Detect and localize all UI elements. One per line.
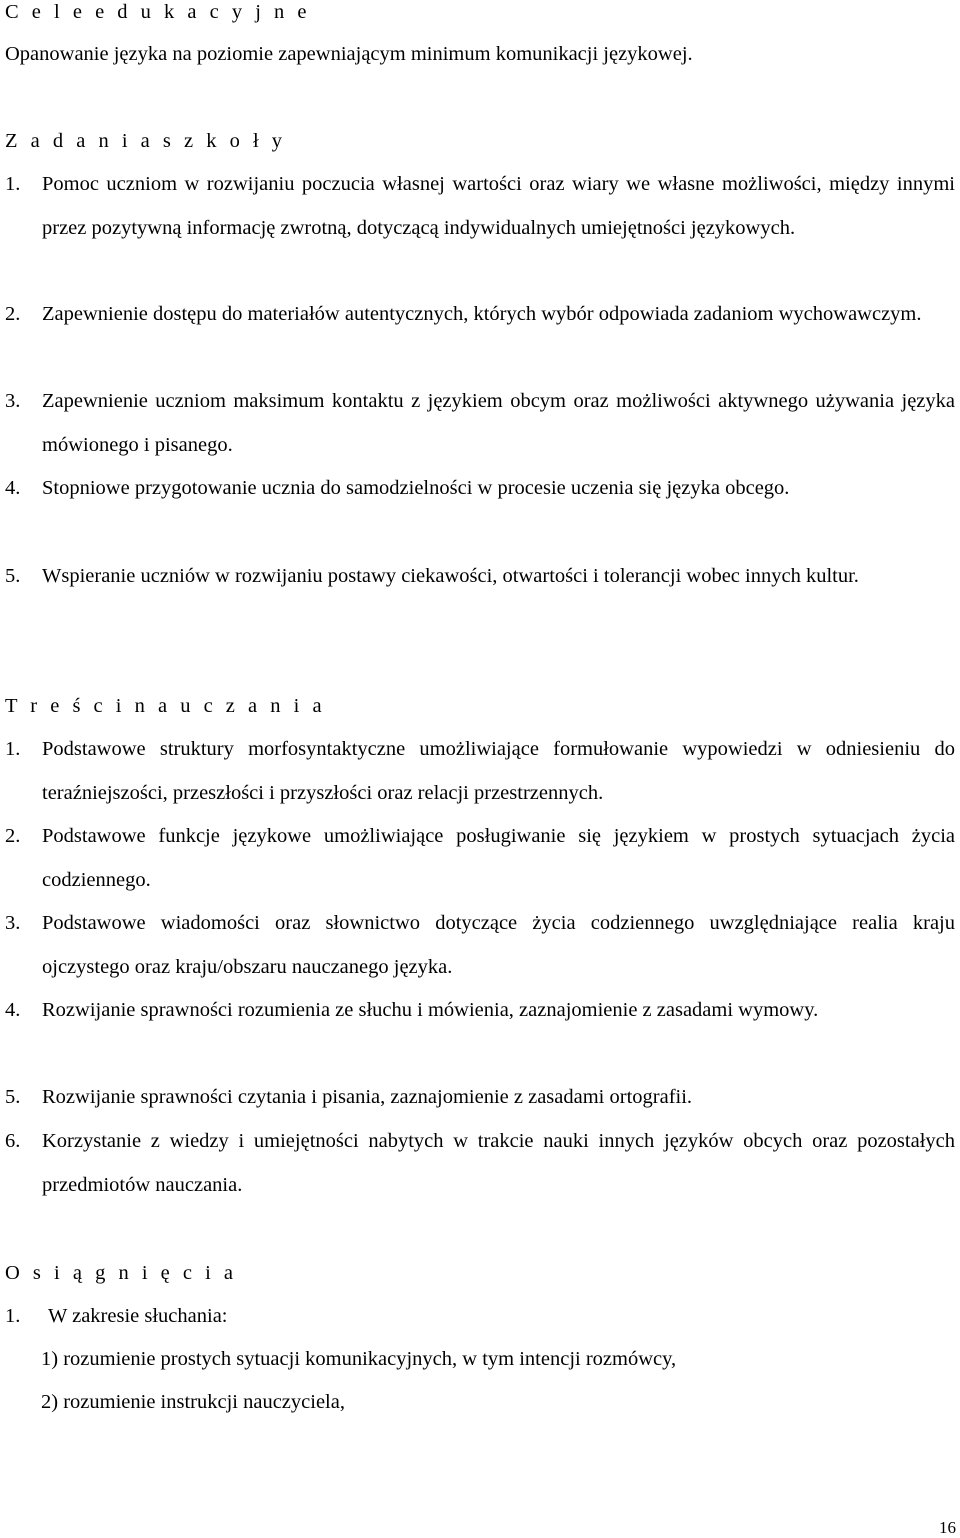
list-item-text: Rozwijanie sprawności czytania i pisania, zaznajomienie z zasadami ortografii. <box>42 1086 693 1108</box>
list-item <box>5 988 955 1032</box>
list-item-number: 3. <box>5 912 21 934</box>
page-number: 16 <box>939 1518 956 1537</box>
list-item-number: 2. <box>5 825 21 847</box>
list-item-number: 5. <box>5 565 21 587</box>
list-item-number: 1. <box>5 1305 21 1327</box>
list-item-text: Wspieranie uczniów w rozwijaniu postawy ciekawości, otwartości i tolerancji wobec innych kultur. <box>42 565 859 587</box>
list-item <box>5 814 955 902</box>
section-heading-zadania: Z a d a n i a s z k o ł y <box>5 130 287 152</box>
list-item-text: Rozwijanie sprawności rozumienia ze słuchu i mówienia, zaznajomienie z zasadami wymowy. <box>42 999 819 1021</box>
list-item-number: 4. <box>5 999 21 1021</box>
section-heading-osiagniecia: O s i ą g n i ę c i a <box>5 1262 238 1284</box>
list-item <box>5 466 955 510</box>
list-item <box>5 554 955 598</box>
list-item-number: 5. <box>5 1086 21 1108</box>
list-item-text: Podstawowe struktury morfosyntaktyczne umożliwiające formułowanie wypowiedzi w odniesieniu do teraźniejszości, przeszłości i przyszłości oraz relacji przestrzennych. <box>42 738 955 804</box>
list-item-text: Zapewnienie uczniom maksimum kontaktu z językiem obcym oraz możliwości aktywnego używania języka mówionego i pisanego. <box>42 390 955 456</box>
list-item <box>5 901 955 989</box>
list-item-number: 1. <box>5 738 21 760</box>
list-item-text: Stopniowe przygotowanie ucznia do samodzielności w procesie uczenia się języka obcego. <box>42 477 790 499</box>
list-item <box>5 727 955 815</box>
list-item-text: Korzystanie z wiedzy i umiejętności nabytych w trakcie nauki innych języków obcych oraz pozostałych przedmiotów nauczania. <box>42 1130 955 1196</box>
list-item-text: Podstawowe funkcje językowe umożliwiające posługiwanie się językiem w prostych sytuacjach życia codziennego. <box>42 825 955 891</box>
list-item <box>5 1294 955 1338</box>
section-heading-cele: C e l e e d u k a c y j n e <box>5 1 311 23</box>
list-item-number: 4. <box>5 477 21 499</box>
list-item <box>5 1119 955 1207</box>
list-item <box>5 292 955 336</box>
list-item <box>5 1075 955 1119</box>
sub-list-item: 2) rozumienie instrukcji nauczyciela, <box>41 1391 345 1413</box>
list-item-number: 6. <box>5 1130 21 1152</box>
list-item-text: W zakresie słuchania: <box>48 1305 228 1327</box>
cele-paragraph: Opanowanie języka na poziomie zapewniającym minimum komunikacji językowej. <box>5 43 693 65</box>
list-item <box>5 379 955 467</box>
list-item-text: Podstawowe wiadomości oraz słownictwo dotyczące życia codziennego uwzględniające realia kraju ojczystego oraz kraju/obszaru nauczanego języka. <box>42 912 955 978</box>
list-item-number: 2. <box>5 303 21 325</box>
list-item-number: 3. <box>5 390 21 412</box>
list-item <box>5 162 955 250</box>
list-item-text: Pomoc uczniom w rozwijaniu poczucia własnej wartości oraz wiary we własne możliwości, między innymi przez pozytywną informację zwrotną, dotyczącą indywidualnych umiejętności językowych. <box>42 173 955 239</box>
list-item-number: 1. <box>5 173 21 195</box>
sub-list-item: 1) rozumienie prostych sytuacji komunikacyjnych, w tym intencji rozmówcy, <box>41 1348 677 1370</box>
section-heading-tresci: T r e ś c i n a u c z a n i a <box>5 695 326 717</box>
list-item-text: Zapewnienie dostępu do materiałów autentycznych, których wybór odpowiada zadaniom wychowawczym. <box>42 303 922 325</box>
